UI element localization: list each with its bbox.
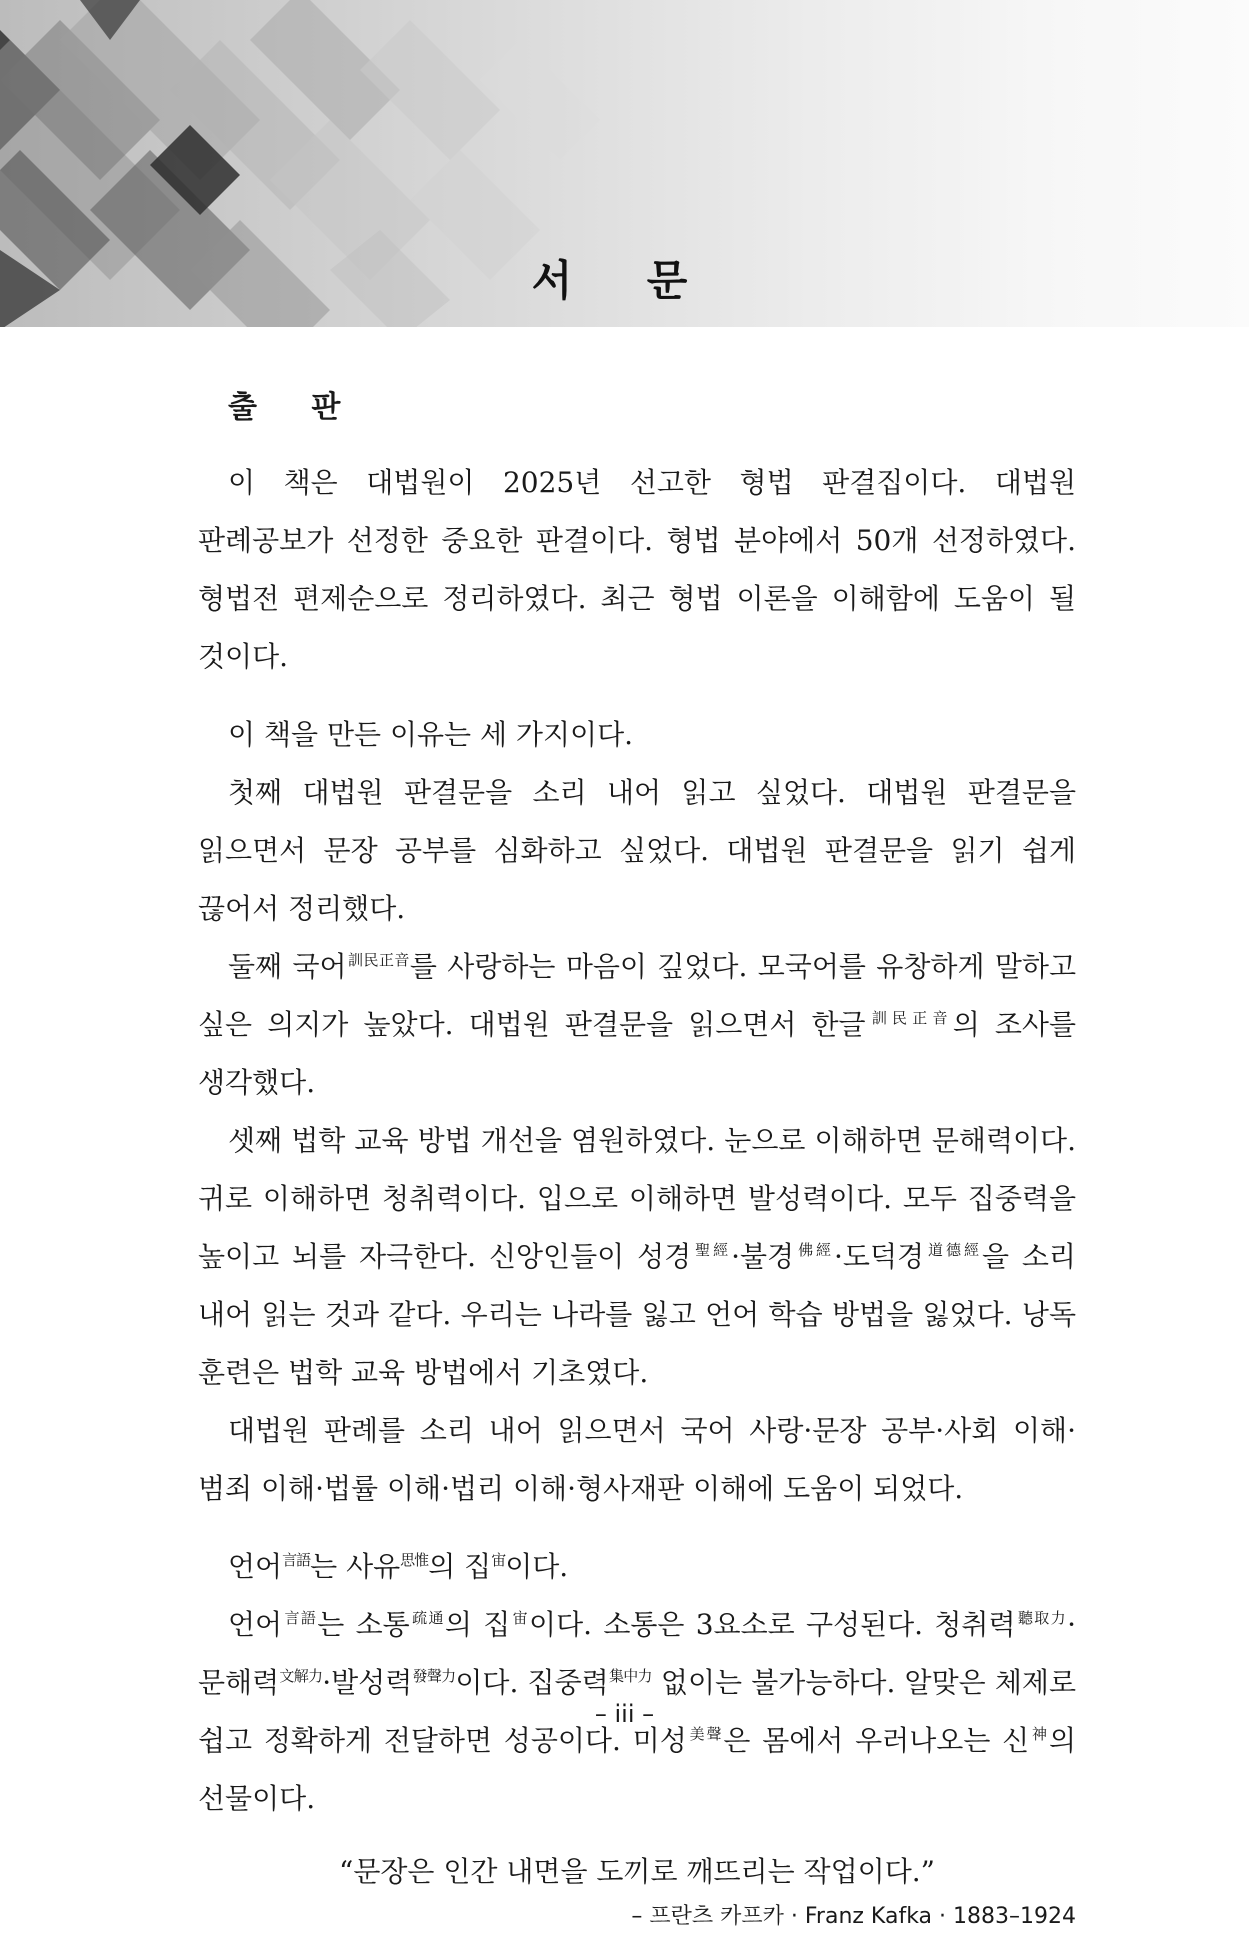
paragraph-summary: 대법원 판례를 소리 내어 읽으면서 국어 사랑·문장 공부·사회 이해·범죄 이해·법률 이해·법리 이해·형사재판 이해에 도움이 되었다.	[198, 1414, 1076, 1505]
header-banner	[0, 0, 1249, 327]
paragraph-second-reason: 둘째 국어$^{訓民正音}$를 사랑하는 마음이 깊었다. 모국어를 유창하게 말하고 싶은 의지가 높았다. 대법원 판결문을 읽으면서 한글$^{訓民正音}$의 조사를 생각했다.	[198, 950, 1076, 1099]
section-title: 출 판	[228, 390, 363, 425]
kafka-quote: “문장은 인간 내면을 도끼로 깨뜨리는 작업이다.”	[339, 1855, 935, 1888]
paragraph-third-reason: 셋째 법학 교육 방법 개선을 염원하였다. 눈으로 이해하면 문해력이다. 귀로 이해하면 청취력이다. 입으로 이해하면 발성력이다. 모두 집중력을 높이고 뇌를 자극한다. 신앙인들이 성경$^{聖經}$·불경$^{佛經}$·도덕경$^{道德經}$을 소리 내어 읽는 것과 같다. 우리는 나라를 잃고 언어 학습 방법을 잃었다. 낭독 훈련은 법학 교육 방법에서 기초였다.	[198, 1124, 1076, 1389]
paragraph-first-reason: 첫째 대법원 판결문을 소리 내어 읽고 싶었다. 대법원 판결문을 읽으면서 문장 공부를 심화하고 싶었다. 대법원 판결문을 읽기 쉽게 끊어서 정리했다.	[198, 776, 1076, 925]
page-number: – iii –	[594, 1700, 655, 1728]
page-title: 서 문	[531, 256, 718, 305]
paragraph-language-communication: 언어$^{言語}$는 소통$^{疏通}$의 집$^宙$이다. 소통은 3요소로 구성된다. 청취력$^{聽取力}$·문해력$^{文解力}$·발성력$^{發聲力}$이다. 집중력$^{集中力}$ 없이는 불가능하다. 알맞은 체제로 쉽고 정확하게 전달하면 성공이다. 미성$^{美聲}$은 몸에서 우러나오는 신$^神$의 선물이다.	[198, 1608, 1076, 1815]
paragraph-language-thought: 언어$^{言語}$는 사유$^{思惟}$의 집$^宙$이다.	[228, 1550, 569, 1583]
paragraph-intro: 이 책은 대법원이 2025년 선고한 형법 판결집이다. 대법원 판례공보가 선정한 중요한 판결이다. 형법 분야에서 50개 선정하였다. 형법전 편제순으로 정리하였다. 최근 형법 이론을 이해함에 도움이 될 것이다.	[198, 466, 1076, 673]
quote-attribution: – 프란츠 카프카 · Franz Kafka · 1883–1924	[631, 1904, 1076, 1929]
paragraph-reasons: 이 책을 만든 이유는 세 가지이다.	[228, 718, 634, 751]
